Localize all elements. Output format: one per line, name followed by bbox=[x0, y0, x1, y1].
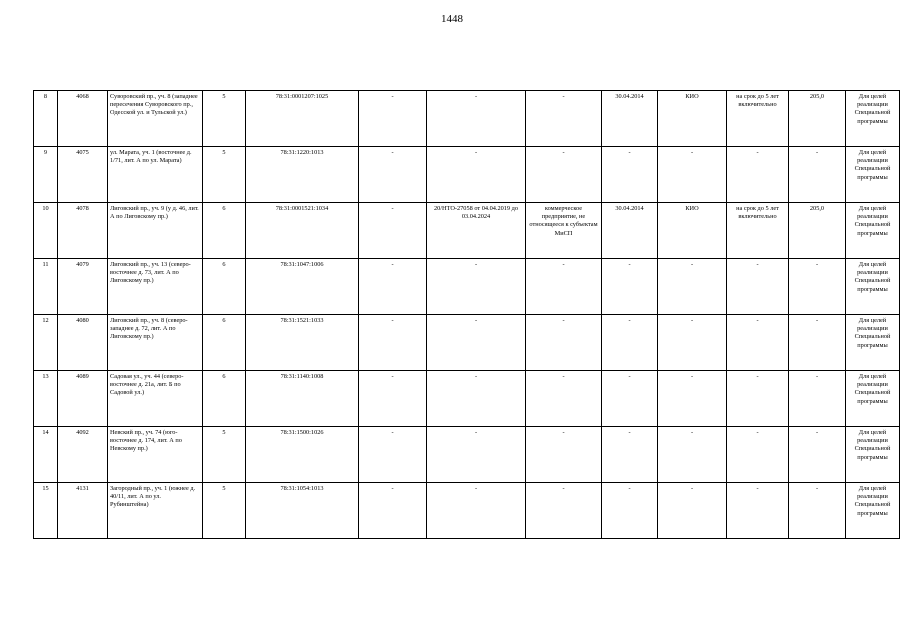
authority-cell: - bbox=[658, 259, 727, 315]
cadastral-number-cell: 78:31:1054:1013 bbox=[246, 483, 359, 539]
district-cell: 5 bbox=[203, 147, 246, 203]
decision-date-cell: 30.04.2014 bbox=[602, 91, 658, 147]
cadastral-number-cell: 78:31:1500:1026 bbox=[246, 427, 359, 483]
object-code-cell: 4089 bbox=[58, 371, 108, 427]
area-cell: - bbox=[789, 147, 846, 203]
column-6-cell: - bbox=[359, 483, 427, 539]
area-cell: 205,0 bbox=[789, 91, 846, 147]
object-code-cell: 4131 bbox=[58, 483, 108, 539]
area-cell: - bbox=[789, 315, 846, 371]
district-cell: 6 bbox=[203, 371, 246, 427]
table-row bbox=[34, 427, 900, 483]
decision-date-cell: - bbox=[602, 483, 658, 539]
authority-cell: - bbox=[658, 427, 727, 483]
lease-term-cell: - bbox=[727, 147, 789, 203]
purpose-cell: Для целей реализации Специальной программы bbox=[846, 259, 900, 315]
object-code-cell: 4068 bbox=[58, 91, 108, 147]
address-cell: Суворовский пр., уч. 8 (западнее пересечения Суворовского пр., Одесской ул. и Тульской ул.) bbox=[108, 91, 203, 147]
cadastral-number-cell: 78:31:1140:1008 bbox=[246, 371, 359, 427]
purpose-cell: Для целей реализации Специальной программы bbox=[846, 315, 900, 371]
land-plot-table bbox=[33, 90, 900, 539]
row-number-cell: 12 bbox=[34, 315, 58, 371]
area-cell: 205,0 bbox=[789, 203, 846, 259]
row-number-cell: 10 bbox=[34, 203, 58, 259]
address-cell: Лиговский пр., уч. 8 (северо-западнее д. 72, лит. А по Лиговскому пр.) bbox=[108, 315, 203, 371]
decision-date-cell: 30.04.2014 bbox=[602, 203, 658, 259]
cadastral-number-cell: 78:31:1521:1033 bbox=[246, 315, 359, 371]
purpose-cell: Для целей реализации Специальной программы bbox=[846, 91, 900, 147]
district-cell: 6 bbox=[203, 315, 246, 371]
cadastral-number-cell: 78:31:1047:1006 bbox=[246, 259, 359, 315]
object-code-cell: 4092 bbox=[58, 427, 108, 483]
lease-term-cell: - bbox=[727, 427, 789, 483]
lease-agreement-cell: - bbox=[427, 147, 526, 203]
district-cell: 5 bbox=[203, 91, 246, 147]
address-cell: Загородный пр., уч. 1 (южнее д. 40/11, лит. А по ул. Рубинштейна) bbox=[108, 483, 203, 539]
cadastral-number-cell: 78:31:0001207:1025 bbox=[246, 91, 359, 147]
district-cell: 6 bbox=[203, 259, 246, 315]
table-row bbox=[34, 483, 900, 539]
authority-cell: - bbox=[658, 483, 727, 539]
cadastral-number-cell: 78:31:1220:1013 bbox=[246, 147, 359, 203]
row-number-cell: 9 bbox=[34, 147, 58, 203]
object-code-cell: 4079 bbox=[58, 259, 108, 315]
object-code-cell: 4080 bbox=[58, 315, 108, 371]
area-cell: - bbox=[789, 259, 846, 315]
object-code-cell: 4075 bbox=[58, 147, 108, 203]
column-6-cell: - bbox=[359, 371, 427, 427]
table-row bbox=[34, 91, 900, 147]
lease-agreement-cell: - bbox=[427, 371, 526, 427]
purpose-cell: Для целей реализации Специальной программы bbox=[846, 483, 900, 539]
column-6-cell: - bbox=[359, 315, 427, 371]
row-number-cell: 13 bbox=[34, 371, 58, 427]
district-cell: 6 bbox=[203, 203, 246, 259]
tenant-status-cell: - bbox=[526, 427, 602, 483]
address-cell: Лиговский пр., уч. 9 (у д. 46, лит. А по Лиговскому пр.) bbox=[108, 203, 203, 259]
decision-date-cell: - bbox=[602, 259, 658, 315]
address-cell: Невский пр., уч. 74 (юго-восточнее д. 174, лит. А по Невскому пр.) bbox=[108, 427, 203, 483]
lease-term-cell: - bbox=[727, 259, 789, 315]
decision-date-cell: - bbox=[602, 147, 658, 203]
decision-date-cell: - bbox=[602, 315, 658, 371]
lease-term-cell: на срок до 5 лет включительно bbox=[727, 91, 789, 147]
lease-agreement-cell: - bbox=[427, 427, 526, 483]
authority-cell: - bbox=[658, 371, 727, 427]
lease-agreement-cell: - bbox=[427, 91, 526, 147]
table-row bbox=[34, 259, 900, 315]
tenant-status-cell: - bbox=[526, 371, 602, 427]
lease-agreement-cell: - bbox=[427, 259, 526, 315]
address-cell: Лиговский пр., уч. 13 (северо-восточнее д. 73, лит. А по Лиговскому пр.) bbox=[108, 259, 203, 315]
tenant-status-cell: коммерческое предприятие, не относящееся к субъектам МиСП bbox=[526, 203, 602, 259]
decision-date-cell: - bbox=[602, 371, 658, 427]
table-row bbox=[34, 371, 900, 427]
authority-cell: КИО bbox=[658, 203, 727, 259]
authority-cell: - bbox=[658, 315, 727, 371]
table-row bbox=[34, 147, 900, 203]
address-cell: Садовая ул., уч. 44 (северо-восточнее д. 21а, лит. Б по Садовой ул.) bbox=[108, 371, 203, 427]
column-6-cell: - bbox=[359, 91, 427, 147]
district-cell: 5 bbox=[203, 483, 246, 539]
column-6-cell: - bbox=[359, 259, 427, 315]
column-6-cell: - bbox=[359, 427, 427, 483]
object-code-cell: 4078 bbox=[58, 203, 108, 259]
tenant-status-cell: - bbox=[526, 259, 602, 315]
area-cell: - bbox=[789, 483, 846, 539]
lease-term-cell: - bbox=[727, 483, 789, 539]
purpose-cell: Для целей реализации Специальной программы bbox=[846, 147, 900, 203]
row-number-cell: 8 bbox=[34, 91, 58, 147]
tenant-status-cell: - bbox=[526, 483, 602, 539]
table-body bbox=[34, 91, 900, 539]
area-cell: - bbox=[789, 371, 846, 427]
page-number: 1448 bbox=[441, 13, 463, 25]
column-6-cell: - bbox=[359, 203, 427, 259]
lease-agreement-cell: - bbox=[427, 315, 526, 371]
address-cell: ул. Марата, уч. 1 (восточнее д. 1/71, лит. А по ул. Марата) bbox=[108, 147, 203, 203]
cadastral-number-cell: 78:31:0001521:1034 bbox=[246, 203, 359, 259]
authority-cell: КИО bbox=[658, 91, 727, 147]
lease-agreement-cell: - bbox=[427, 483, 526, 539]
purpose-cell: Для целей реализации Специальной программы bbox=[846, 203, 900, 259]
authority-cell: - bbox=[658, 147, 727, 203]
lease-term-cell: - bbox=[727, 371, 789, 427]
tenant-status-cell: - bbox=[526, 91, 602, 147]
table-row bbox=[34, 203, 900, 259]
district-cell: 5 bbox=[203, 427, 246, 483]
table-row bbox=[34, 315, 900, 371]
decision-date-cell: - bbox=[602, 427, 658, 483]
lease-term-cell: - bbox=[727, 315, 789, 371]
row-number-cell: 15 bbox=[34, 483, 58, 539]
purpose-cell: Для целей реализации Специальной программы bbox=[846, 371, 900, 427]
purpose-cell: Для целей реализации Специальной программы bbox=[846, 427, 900, 483]
tenant-status-cell: - bbox=[526, 147, 602, 203]
lease-term-cell: на срок до 5 лет включительно bbox=[727, 203, 789, 259]
row-number-cell: 11 bbox=[34, 259, 58, 315]
tenant-status-cell: - bbox=[526, 315, 602, 371]
column-6-cell: - bbox=[359, 147, 427, 203]
row-number-cell: 14 bbox=[34, 427, 58, 483]
lease-agreement-cell: 20/НТО-27058 от 04.04.2019 до 03.04.2024 bbox=[427, 203, 526, 259]
area-cell: - bbox=[789, 427, 846, 483]
